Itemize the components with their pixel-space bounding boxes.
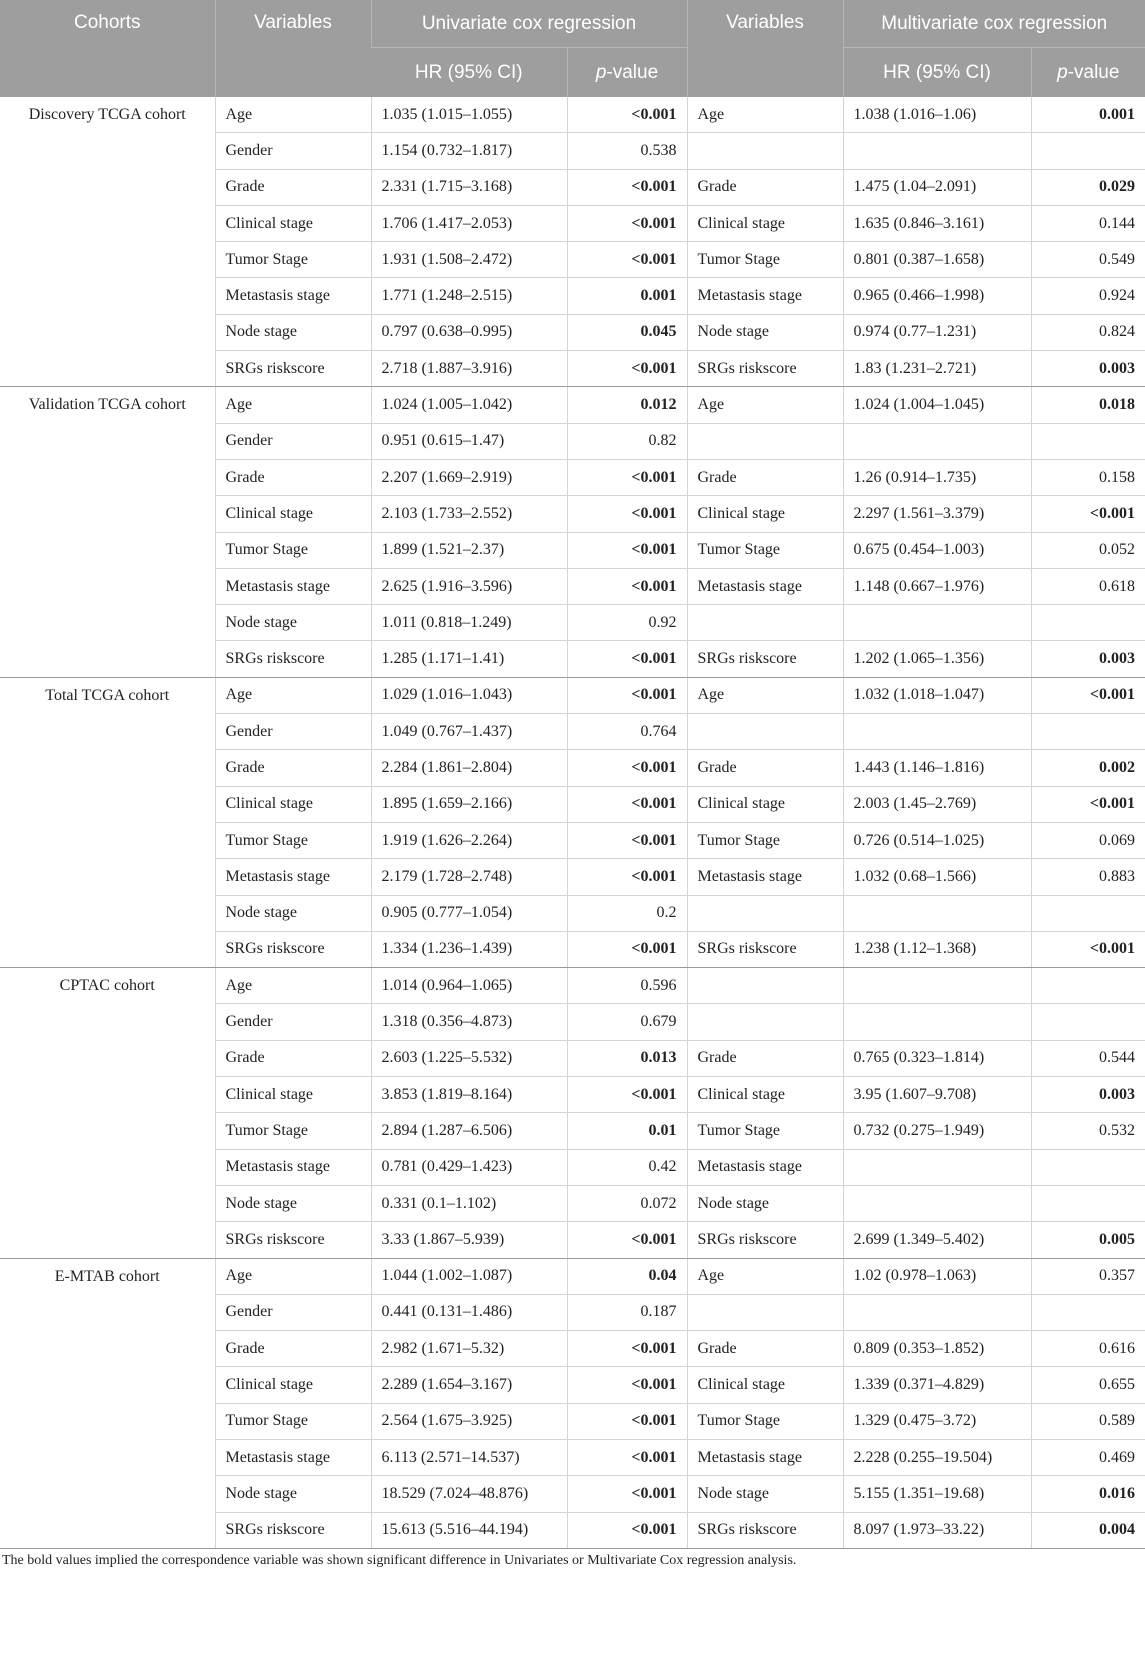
- univariate-pvalue: 0.2: [567, 895, 687, 931]
- multivariate-pvalue: 0.469: [1031, 1439, 1145, 1475]
- multivariate-hr: [843, 968, 1031, 1004]
- multivariate-variable: Tumor Stage: [687, 822, 843, 858]
- univariate-variable: Age: [215, 97, 371, 133]
- univariate-pvalue: 0.187: [567, 1294, 687, 1330]
- univariate-hr: 2.284 (1.861–2.804): [371, 750, 567, 786]
- header-variables: Variables: [215, 0, 371, 97]
- univariate-variable: Metastasis stage: [215, 278, 371, 314]
- univariate-variable: Clinical stage: [215, 1077, 371, 1113]
- multivariate-hr: [843, 133, 1031, 169]
- univariate-variable: Grade: [215, 169, 371, 205]
- multivariate-variable: Grade: [687, 1040, 843, 1076]
- multivariate-hr: 1.475 (1.04–2.091): [843, 169, 1031, 205]
- univariate-hr: 0.797 (0.638–0.995): [371, 314, 567, 350]
- multivariate-pvalue: 0.158: [1031, 459, 1145, 495]
- univariate-pvalue: <0.001: [567, 1439, 687, 1475]
- multivariate-hr: 1.635 (0.846–3.161): [843, 205, 1031, 241]
- multivariate-hr: 0.675 (0.454–1.003): [843, 532, 1031, 568]
- univariate-hr: 2.718 (1.887–3.916): [371, 351, 567, 387]
- univariate-variable: Metastasis stage: [215, 1149, 371, 1185]
- cohort-name: Discovery TCGA cohort: [0, 97, 215, 387]
- univariate-pvalue: <0.001: [567, 459, 687, 495]
- multivariate-variable: Age: [687, 97, 843, 133]
- multivariate-variable: Tumor Stage: [687, 1403, 843, 1439]
- multivariate-hr: 1.329 (0.475–3.72): [843, 1403, 1031, 1439]
- univariate-pvalue: 0.82: [567, 423, 687, 459]
- univariate-hr: 0.441 (0.131–1.486): [371, 1294, 567, 1330]
- univariate-variable: Age: [215, 677, 371, 713]
- multivariate-variable: Grade: [687, 1331, 843, 1367]
- multivariate-pvalue: [1031, 605, 1145, 641]
- multivariate-pvalue: 0.003: [1031, 641, 1145, 677]
- multivariate-hr: 0.801 (0.387–1.658): [843, 242, 1031, 278]
- multivariate-variable: Metastasis stage: [687, 568, 843, 604]
- multivariate-pvalue: [1031, 714, 1145, 750]
- multivariate-variable: [687, 605, 843, 641]
- multivariate-variable: Metastasis stage: [687, 859, 843, 895]
- univariate-variable: Gender: [215, 423, 371, 459]
- univariate-pvalue: <0.001: [567, 532, 687, 568]
- univariate-hr: 0.951 (0.615–1.47): [371, 423, 567, 459]
- multivariate-hr: [843, 605, 1031, 641]
- univariate-pvalue: 0.01: [567, 1113, 687, 1149]
- multivariate-pvalue: [1031, 1004, 1145, 1040]
- multivariate-variable: SRGs riskscore: [687, 641, 843, 677]
- univariate-hr: 1.024 (1.005–1.042): [371, 387, 567, 423]
- univariate-pvalue: 0.001: [567, 278, 687, 314]
- multivariate-hr: 1.032 (0.68–1.566): [843, 859, 1031, 895]
- univariate-variable: Age: [215, 968, 371, 1004]
- multivariate-hr: [843, 423, 1031, 459]
- multivariate-hr: 0.732 (0.275–1.949): [843, 1113, 1031, 1149]
- multivariate-hr: 8.097 (1.973–33.22): [843, 1512, 1031, 1548]
- univariate-variable: Clinical stage: [215, 205, 371, 241]
- univariate-variable: Clinical stage: [215, 1367, 371, 1403]
- multivariate-pvalue: [1031, 1149, 1145, 1185]
- multivariate-pvalue: 0.002: [1031, 750, 1145, 786]
- multivariate-variable: Clinical stage: [687, 1367, 843, 1403]
- univariate-hr: 1.771 (1.248–2.515): [371, 278, 567, 314]
- univariate-pvalue: 0.045: [567, 314, 687, 350]
- univariate-hr: 1.334 (1.236–1.439): [371, 931, 567, 967]
- table-row: [0, 968, 1145, 1004]
- univariate-hr: 3.853 (1.819–8.164): [371, 1077, 567, 1113]
- multivariate-hr: 1.238 (1.12–1.368): [843, 931, 1031, 967]
- univariate-hr: 2.894 (1.287–6.506): [371, 1113, 567, 1149]
- table-footnote: The bold values implied the correspondence variable was shown significant difference in Univariates or Multivariate Cox regression analysis.: [2, 1552, 797, 1568]
- multivariate-pvalue: [1031, 968, 1145, 1004]
- univariate-pvalue: 0.679: [567, 1004, 687, 1040]
- multivariate-hr: 1.339 (0.371–4.829): [843, 1367, 1031, 1403]
- univariate-pvalue: <0.001: [567, 1476, 687, 1512]
- multivariate-pvalue: [1031, 133, 1145, 169]
- univariate-variable: Metastasis stage: [215, 859, 371, 895]
- univariate-variable: Node stage: [215, 895, 371, 931]
- cohort-name: Validation TCGA cohort: [0, 387, 215, 677]
- univariate-hr: 1.011 (0.818–1.249): [371, 605, 567, 641]
- univariate-hr: 2.625 (1.916–3.596): [371, 568, 567, 604]
- multivariate-variable: Age: [687, 1258, 843, 1294]
- multivariate-pvalue: 0.052: [1031, 532, 1145, 568]
- univariate-hr: 6.113 (2.571–14.537): [371, 1439, 567, 1475]
- multivariate-hr: 1.032 (1.018–1.047): [843, 677, 1031, 713]
- multivariate-variable: Clinical stage: [687, 205, 843, 241]
- univariate-variable: Tumor Stage: [215, 822, 371, 858]
- univariate-hr: 1.029 (1.016–1.043): [371, 677, 567, 713]
- univariate-variable: Gender: [215, 1004, 371, 1040]
- multivariate-pvalue: 0.005: [1031, 1222, 1145, 1258]
- multivariate-variable: SRGs riskscore: [687, 351, 843, 387]
- univariate-pvalue: <0.001: [567, 97, 687, 133]
- univariate-variable: Tumor Stage: [215, 532, 371, 568]
- multivariate-variable: Node stage: [687, 314, 843, 350]
- univariate-variable: Grade: [215, 459, 371, 495]
- univariate-hr: 0.905 (0.777–1.054): [371, 895, 567, 931]
- multivariate-pvalue: [1031, 1185, 1145, 1221]
- multivariate-variable: Node stage: [687, 1476, 843, 1512]
- univariate-variable: Age: [215, 1258, 371, 1294]
- multivariate-pvalue: [1031, 1294, 1145, 1330]
- multivariate-variable: Metastasis stage: [687, 278, 843, 314]
- cohort-name: E-MTAB cohort: [0, 1258, 215, 1548]
- multivariate-hr: 1.148 (0.667–1.976): [843, 568, 1031, 604]
- univariate-hr: 2.603 (1.225–5.532): [371, 1040, 567, 1076]
- multivariate-hr: 5.155 (1.351–19.68): [843, 1476, 1031, 1512]
- multivariate-variable: Clinical stage: [687, 496, 843, 532]
- univariate-hr: 1.895 (1.659–2.166): [371, 786, 567, 822]
- multivariate-variable: Tumor Stage: [687, 242, 843, 278]
- univariate-pvalue: <0.001: [567, 169, 687, 205]
- multivariate-variable: SRGs riskscore: [687, 1512, 843, 1548]
- multivariate-hr: 1.443 (1.146–1.816): [843, 750, 1031, 786]
- multivariate-pvalue: 0.549: [1031, 242, 1145, 278]
- header-univariate: Univariate cox regression: [371, 0, 687, 48]
- univariate-hr: 1.014 (0.964–1.065): [371, 968, 567, 1004]
- univariate-variable: Grade: [215, 750, 371, 786]
- multivariate-hr: 1.26 (0.914–1.735): [843, 459, 1031, 495]
- univariate-hr: 1.285 (1.171–1.41): [371, 641, 567, 677]
- univariate-variable: Tumor Stage: [215, 1113, 371, 1149]
- multivariate-pvalue: 0.016: [1031, 1476, 1145, 1512]
- univariate-variable: Age: [215, 387, 371, 423]
- univariate-variable: Tumor Stage: [215, 242, 371, 278]
- univariate-hr: 2.207 (1.669–2.919): [371, 459, 567, 495]
- univariate-pvalue: <0.001: [567, 931, 687, 967]
- univariate-pvalue: <0.001: [567, 205, 687, 241]
- table-header: [0, 0, 1145, 97]
- multivariate-pvalue: [1031, 423, 1145, 459]
- multivariate-hr: [843, 1294, 1031, 1330]
- univariate-pvalue: <0.001: [567, 1331, 687, 1367]
- header-univariate-hr: HR (95% CI): [371, 48, 567, 98]
- multivariate-hr: 2.297 (1.561–3.379): [843, 496, 1031, 532]
- multivariate-hr: [843, 1149, 1031, 1185]
- univariate-hr: 3.33 (1.867–5.939): [371, 1222, 567, 1258]
- multivariate-hr: 0.765 (0.323–1.814): [843, 1040, 1031, 1076]
- univariate-pvalue: <0.001: [567, 822, 687, 858]
- univariate-variable: Clinical stage: [215, 786, 371, 822]
- header-multivariate-hr: HR (95% CI): [843, 48, 1031, 98]
- univariate-variable: Clinical stage: [215, 496, 371, 532]
- multivariate-pvalue: 0.655: [1031, 1367, 1145, 1403]
- multivariate-pvalue: 0.069: [1031, 822, 1145, 858]
- univariate-hr: 1.318 (0.356–4.873): [371, 1004, 567, 1040]
- univariate-pvalue: <0.001: [567, 750, 687, 786]
- multivariate-pvalue: 0.003: [1031, 351, 1145, 387]
- univariate-variable: Tumor Stage: [215, 1403, 371, 1439]
- multivariate-pvalue: 0.589: [1031, 1403, 1145, 1439]
- multivariate-pvalue: 0.618: [1031, 568, 1145, 604]
- multivariate-variable: SRGs riskscore: [687, 931, 843, 967]
- univariate-hr: 0.781 (0.429–1.423): [371, 1149, 567, 1185]
- multivariate-variable: Grade: [687, 169, 843, 205]
- univariate-variable: Node stage: [215, 314, 371, 350]
- univariate-pvalue: 0.538: [567, 133, 687, 169]
- multivariate-variable: Grade: [687, 750, 843, 786]
- univariate-hr: 1.049 (0.767–1.437): [371, 714, 567, 750]
- univariate-hr: 2.179 (1.728–2.748): [371, 859, 567, 895]
- univariate-pvalue: <0.001: [567, 677, 687, 713]
- univariate-hr: 2.103 (1.733–2.552): [371, 496, 567, 532]
- multivariate-hr: [843, 895, 1031, 931]
- univariate-variable: SRGs riskscore: [215, 1512, 371, 1548]
- univariate-variable: SRGs riskscore: [215, 931, 371, 967]
- multivariate-pvalue: 0.544: [1031, 1040, 1145, 1076]
- multivariate-pvalue: <0.001: [1031, 677, 1145, 713]
- univariate-hr: 1.899 (1.521–2.37): [371, 532, 567, 568]
- multivariate-variable: [687, 895, 843, 931]
- multivariate-hr: 0.726 (0.514–1.025): [843, 822, 1031, 858]
- multivariate-hr: [843, 1185, 1031, 1221]
- univariate-pvalue: <0.001: [567, 1222, 687, 1258]
- header-p-suffix: -value: [606, 61, 659, 83]
- multivariate-variable: Age: [687, 387, 843, 423]
- univariate-variable: Metastasis stage: [215, 568, 371, 604]
- multivariate-pvalue: 0.883: [1031, 859, 1145, 895]
- univariate-pvalue: <0.001: [567, 496, 687, 532]
- univariate-pvalue: <0.001: [567, 641, 687, 677]
- univariate-pvalue: <0.001: [567, 859, 687, 895]
- multivariate-variable: Grade: [687, 459, 843, 495]
- header-p-letter: p: [1057, 61, 1068, 83]
- multivariate-variable: Metastasis stage: [687, 1439, 843, 1475]
- univariate-hr: 15.613 (5.516–44.194): [371, 1512, 567, 1548]
- multivariate-variable: Clinical stage: [687, 786, 843, 822]
- multivariate-variable: Metastasis stage: [687, 1149, 843, 1185]
- header-variables-multivariate: Variables: [687, 0, 843, 97]
- table-row: [0, 387, 1145, 423]
- multivariate-pvalue: 0.004: [1031, 1512, 1145, 1548]
- univariate-variable: Node stage: [215, 1185, 371, 1221]
- univariate-variable: Gender: [215, 1294, 371, 1330]
- multivariate-hr: 1.038 (1.016–1.06): [843, 97, 1031, 133]
- multivariate-pvalue: [1031, 895, 1145, 931]
- multivariate-variable: [687, 423, 843, 459]
- univariate-pvalue: 0.04: [567, 1258, 687, 1294]
- multivariate-pvalue: 0.003: [1031, 1077, 1145, 1113]
- multivariate-variable: Age: [687, 677, 843, 713]
- multivariate-variable: [687, 968, 843, 1004]
- multivariate-variable: Node stage: [687, 1185, 843, 1221]
- univariate-pvalue: <0.001: [567, 1077, 687, 1113]
- univariate-pvalue: 0.42: [567, 1149, 687, 1185]
- univariate-hr: 1.919 (1.626–2.264): [371, 822, 567, 858]
- multivariate-variable: [687, 1294, 843, 1330]
- table-body: [0, 97, 1145, 1548]
- univariate-pvalue: <0.001: [567, 568, 687, 604]
- multivariate-variable: Tumor Stage: [687, 1113, 843, 1149]
- univariate-hr: 2.982 (1.671–5.32): [371, 1331, 567, 1367]
- univariate-variable: Metastasis stage: [215, 1439, 371, 1475]
- univariate-hr: 1.035 (1.015–1.055): [371, 97, 567, 133]
- table-row: [0, 97, 1145, 133]
- multivariate-hr: 0.965 (0.466–1.998): [843, 278, 1031, 314]
- cohort-name: CPTAC cohort: [0, 968, 215, 1258]
- univariate-variable: SRGs riskscore: [215, 351, 371, 387]
- univariate-hr: 2.289 (1.654–3.167): [371, 1367, 567, 1403]
- univariate-pvalue: 0.013: [567, 1040, 687, 1076]
- table-row: [0, 1258, 1145, 1294]
- multivariate-pvalue: 0.018: [1031, 387, 1145, 423]
- univariate-pvalue: <0.001: [567, 1403, 687, 1439]
- multivariate-hr: 2.699 (1.349–5.402): [843, 1222, 1031, 1258]
- univariate-hr: 0.331 (0.1–1.102): [371, 1185, 567, 1221]
- multivariate-pvalue: <0.001: [1031, 931, 1145, 967]
- multivariate-pvalue: 0.616: [1031, 1331, 1145, 1367]
- multivariate-hr: 2.003 (1.45–2.769): [843, 786, 1031, 822]
- header-p-letter: p: [595, 61, 607, 83]
- univariate-pvalue: <0.001: [567, 1367, 687, 1403]
- univariate-variable: Gender: [215, 133, 371, 169]
- multivariate-pvalue: 0.824: [1031, 314, 1145, 350]
- multivariate-pvalue: 0.001: [1031, 97, 1145, 133]
- multivariate-variable: [687, 1004, 843, 1040]
- multivariate-pvalue: 0.144: [1031, 205, 1145, 241]
- multivariate-hr: 1.02 (0.978–1.063): [843, 1258, 1031, 1294]
- multivariate-hr: 1.83 (1.231–2.721): [843, 351, 1031, 387]
- multivariate-hr: 0.974 (0.77–1.231): [843, 314, 1031, 350]
- multivariate-hr: 3.95 (1.607–9.708): [843, 1077, 1031, 1113]
- multivariate-hr: [843, 1004, 1031, 1040]
- header-p-suffix: -value: [1067, 61, 1120, 83]
- multivariate-hr: 1.024 (1.004–1.045): [843, 387, 1031, 423]
- univariate-pvalue: 0.92: [567, 605, 687, 641]
- univariate-pvalue: <0.001: [567, 786, 687, 822]
- multivariate-pvalue: <0.001: [1031, 786, 1145, 822]
- multivariate-hr: 0.809 (0.353–1.852): [843, 1331, 1031, 1367]
- multivariate-hr: 1.202 (1.065–1.356): [843, 641, 1031, 677]
- multivariate-variable: SRGs riskscore: [687, 1222, 843, 1258]
- univariate-variable: Grade: [215, 1331, 371, 1367]
- table-row: [0, 677, 1145, 713]
- multivariate-pvalue: 0.924: [1031, 278, 1145, 314]
- univariate-variable: Gender: [215, 714, 371, 750]
- univariate-variable: Node stage: [215, 1476, 371, 1512]
- header-cohorts: Cohorts: [0, 0, 215, 97]
- multivariate-hr: [843, 714, 1031, 750]
- multivariate-variable: Tumor Stage: [687, 532, 843, 568]
- multivariate-pvalue: <0.001: [1031, 496, 1145, 532]
- univariate-pvalue: <0.001: [567, 351, 687, 387]
- multivariate-hr: 2.228 (0.255–19.504): [843, 1439, 1031, 1475]
- univariate-pvalue: 0.764: [567, 714, 687, 750]
- header-multivariate-pvalue: [1031, 48, 1145, 98]
- multivariate-variable: [687, 133, 843, 169]
- univariate-pvalue: 0.596: [567, 968, 687, 1004]
- univariate-pvalue: <0.001: [567, 1512, 687, 1548]
- univariate-hr: 1.154 (0.732–1.817): [371, 133, 567, 169]
- univariate-pvalue: <0.001: [567, 242, 687, 278]
- univariate-hr: 2.564 (1.675–3.925): [371, 1403, 567, 1439]
- univariate-variable: SRGs riskscore: [215, 641, 371, 677]
- univariate-variable: Node stage: [215, 605, 371, 641]
- header-multivariate: Multivariate cox regression: [843, 0, 1145, 48]
- multivariate-pvalue: 0.029: [1031, 169, 1145, 205]
- cohort-name: Total TCGA cohort: [0, 677, 215, 967]
- univariate-variable: SRGs riskscore: [215, 1222, 371, 1258]
- univariate-hr: 1.044 (1.002–1.087): [371, 1258, 567, 1294]
- header-univariate-pvalue: [567, 48, 687, 98]
- univariate-pvalue: 0.012: [567, 387, 687, 423]
- univariate-pvalue: 0.072: [567, 1185, 687, 1221]
- multivariate-pvalue: 0.532: [1031, 1113, 1145, 1149]
- univariate-hr: 1.706 (1.417–2.053): [371, 205, 567, 241]
- univariate-variable: Grade: [215, 1040, 371, 1076]
- univariate-hr: 2.331 (1.715–3.168): [371, 169, 567, 205]
- univariate-hr: 18.529 (7.024–48.876): [371, 1476, 567, 1512]
- multivariate-variable: Clinical stage: [687, 1077, 843, 1113]
- multivariate-variable: [687, 714, 843, 750]
- univariate-hr: 1.931 (1.508–2.472): [371, 242, 567, 278]
- multivariate-pvalue: 0.357: [1031, 1258, 1145, 1294]
